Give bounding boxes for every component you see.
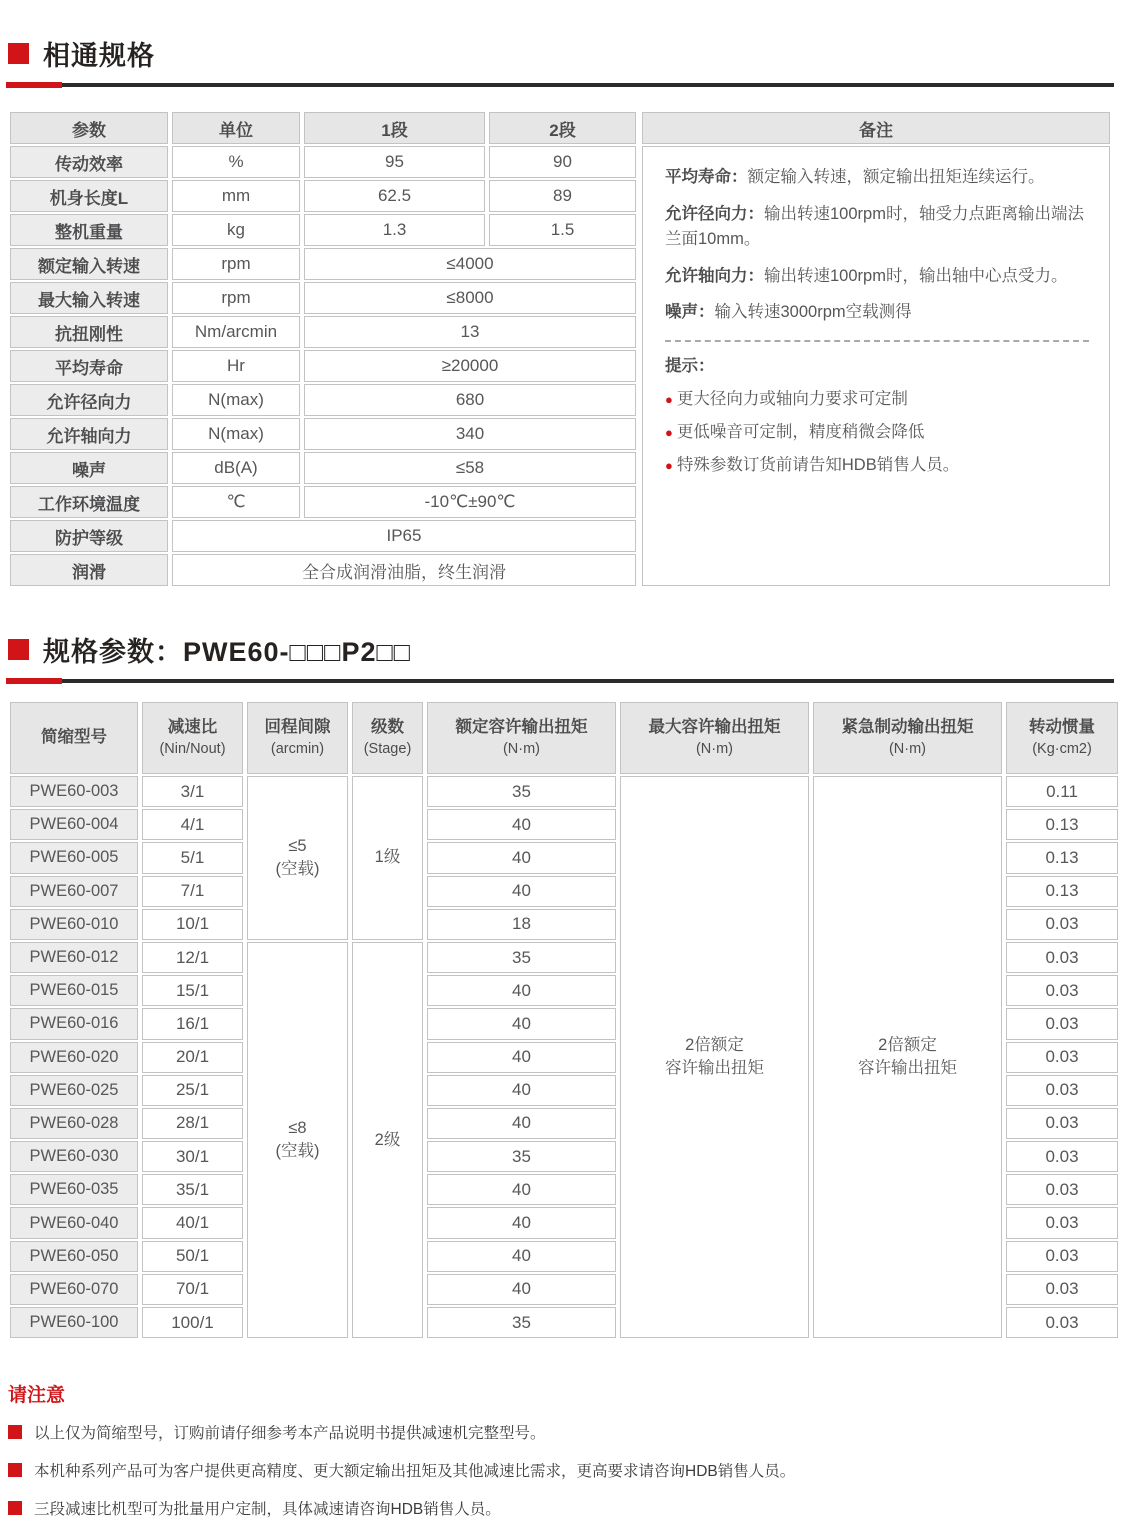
spec-unit-cell: N(max) xyxy=(172,384,300,416)
underline-dark-segment xyxy=(62,83,1114,87)
model-cell: PWE60-007 xyxy=(10,876,138,907)
inertia-cell: 0.03 xyxy=(1006,1042,1118,1073)
spec-value-cell: -10℃±90℃ xyxy=(304,486,636,518)
ratio-cell: 70/1 xyxy=(142,1274,243,1305)
brake-torque-line: 2倍额定 xyxy=(878,1036,937,1054)
spec-param-cell: 允许轴向力 xyxy=(10,418,168,450)
spec-param-cell: 工作环境温度 xyxy=(10,486,168,518)
rated-torque-cell: 40 xyxy=(427,1207,616,1238)
column-header xyxy=(813,702,1002,774)
common-spec-area xyxy=(6,110,1114,588)
model-row xyxy=(10,776,1118,807)
brake-torque-line: 容许输出扭矩 xyxy=(858,1059,957,1078)
spec-param-cell: 额定输入转速 xyxy=(10,248,168,280)
column-header-line1: 最大容许输出扭矩 xyxy=(648,718,781,737)
column-header-param: 参数 xyxy=(10,112,168,144)
inertia-cell: 0.13 xyxy=(1006,876,1118,907)
max-torque-line: 2倍额定 xyxy=(685,1036,744,1054)
spec-unit-cell: N(max) xyxy=(172,418,300,450)
spec-unit-cell: mm xyxy=(172,180,300,212)
spec-unit-cell: dB(A) xyxy=(172,452,300,484)
inertia-cell: 0.03 xyxy=(1006,975,1118,1006)
spec-value-cell: 340 xyxy=(304,418,636,450)
table-header-row xyxy=(10,702,1118,774)
spec-value-cell: ≤58 xyxy=(304,452,636,484)
column-header-line1: 简缩型号 xyxy=(41,728,107,747)
spec-row xyxy=(10,214,636,246)
spec-unit-cell: rpm xyxy=(172,282,300,314)
spec-param-cell: 允许径向力 xyxy=(10,384,168,416)
common-spec-table xyxy=(6,110,640,588)
spec-value-cell: ≥20000 xyxy=(304,350,636,382)
model-cell: PWE60-015 xyxy=(10,975,138,1006)
spec-param-cell: 抗扭刚性 xyxy=(10,316,168,348)
spec-param-cell: 传动效率 xyxy=(10,146,168,178)
spec-unit-cell: kg xyxy=(172,214,300,246)
column-header-line1: 额定容许输出扭矩 xyxy=(455,718,588,737)
note-item-label: 平均寿命： xyxy=(665,168,748,186)
column-header-stage1: 1段 xyxy=(304,112,485,144)
spec-value-cell: ≤4000 xyxy=(304,248,636,280)
spec-row xyxy=(10,350,636,382)
section1-header xyxy=(8,34,1114,73)
model-cell: PWE60-016 xyxy=(10,1008,138,1039)
spec-param-cell: 噪声 xyxy=(10,452,168,484)
model-cell: PWE60-005 xyxy=(10,842,138,873)
spec-row xyxy=(10,316,636,348)
column-header-line2: (arcmin) xyxy=(270,740,325,757)
rated-torque-cell: 35 xyxy=(427,1307,616,1338)
column-header-line1: 回程间隙 xyxy=(264,718,331,737)
model-cell: PWE60-004 xyxy=(10,809,138,840)
section-bullet-icon xyxy=(8,43,29,64)
brake-torque-cell xyxy=(813,776,1002,1338)
model-cell: PWE60-030 xyxy=(10,1141,138,1172)
section2-header xyxy=(8,630,1114,669)
column-header-line1: 级数 xyxy=(371,718,404,737)
rated-torque-cell: 35 xyxy=(427,1141,616,1172)
note-item: 平均寿命：额定输入转速，额定输出扭矩连续运行。 xyxy=(665,168,1045,186)
model-cell: PWE60-010 xyxy=(10,909,138,940)
column-header-line2: (N·m) xyxy=(695,740,734,757)
tip-item: ● 更大径向力或轴向力要求可定制 xyxy=(665,387,1089,413)
ratio-cell: 3/1 xyxy=(142,776,243,807)
ratio-cell: 16/1 xyxy=(142,1008,243,1039)
notes-header: 备注 xyxy=(642,112,1110,144)
spec-param-cell: 机身长度L xyxy=(10,180,168,212)
spec-value-cell: 90 xyxy=(489,146,636,178)
ratio-cell: 7/1 xyxy=(142,876,243,907)
inertia-cell: 0.03 xyxy=(1006,1075,1118,1106)
bullet-icon: ● xyxy=(665,424,673,440)
spec-row xyxy=(10,452,636,484)
note-item-label: 允许径向力： xyxy=(665,204,764,223)
ratio-cell: 4/1 xyxy=(142,809,243,840)
footer-note-item: 本机种系列产品可为客户提供更高精度、更大额定输出扭矩及其他减速比需求，更高要求请咨询HDB销售人员。 xyxy=(8,1459,1114,1481)
column-header-line2: (N·m) xyxy=(502,740,541,757)
column-header xyxy=(247,702,348,774)
rated-torque-cell: 40 xyxy=(427,1174,616,1205)
spec-value-cell: ≤8000 xyxy=(304,282,636,314)
spec-unit-cell: ℃ xyxy=(172,486,300,518)
section-bullet-icon xyxy=(8,639,29,660)
rated-torque-cell: 40 xyxy=(427,809,616,840)
column-header xyxy=(142,702,243,774)
model-cell: PWE60-003 xyxy=(10,776,138,807)
ratio-cell: 30/1 xyxy=(142,1141,243,1172)
spec-value-cell: 13 xyxy=(304,316,636,348)
ratio-cell: 10/1 xyxy=(142,909,243,940)
column-header-line1: 减速比 xyxy=(167,718,218,737)
spec-row xyxy=(10,486,636,518)
underline-red-segment xyxy=(6,82,62,88)
rated-torque-cell: 35 xyxy=(427,942,616,973)
red-square-icon xyxy=(8,1463,22,1477)
spec-value-cell: 680 xyxy=(304,384,636,416)
spec-row xyxy=(10,248,636,280)
footer-note-item: 以上仅为简缩型号，订购前请仔细参考本产品说明书提供减速机完整型号。 xyxy=(8,1421,1114,1443)
bullet-icon: ● xyxy=(665,457,673,473)
model-cell: PWE60-050 xyxy=(10,1241,138,1272)
underline-red-segment xyxy=(6,678,62,684)
ratio-cell: 15/1 xyxy=(142,975,243,1006)
footer-notes xyxy=(8,1380,1114,1519)
inertia-cell: 0.03 xyxy=(1006,1108,1118,1139)
table-header-row xyxy=(10,112,636,144)
note-item-label: 允许轴向力： xyxy=(665,266,764,285)
model-cell: PWE60-040 xyxy=(10,1207,138,1238)
tip-item: ● 更低噪音可定制，精度稍微会降低 xyxy=(665,420,1089,446)
spec-param-cell: 防护等级 xyxy=(10,520,168,552)
column-header-line1: 转动惯量 xyxy=(1029,718,1095,737)
spec-param-cell: 平均寿命 xyxy=(10,350,168,382)
rated-torque-cell: 40 xyxy=(427,1008,616,1039)
backlash-value: ≤8 xyxy=(288,1118,307,1137)
note-item: 允许径向力：输出转速100rpm时，轴受力点距离输出端法兰面10mm。 xyxy=(665,204,1084,249)
spec-unit-cell: Nm/arcmin xyxy=(172,316,300,348)
ratio-cell: 5/1 xyxy=(142,842,243,873)
rated-torque-cell: 18 xyxy=(427,909,616,940)
ratio-cell: 50/1 xyxy=(142,1241,243,1272)
spec-unit-cell: Hr xyxy=(172,350,300,382)
column-header xyxy=(352,702,423,774)
inertia-cell: 0.03 xyxy=(1006,1174,1118,1205)
red-square-icon xyxy=(8,1501,22,1515)
backlash-note: (空载) xyxy=(275,859,320,878)
column-header xyxy=(620,702,809,774)
rated-torque-cell: 40 xyxy=(427,1075,616,1106)
backlash-cell xyxy=(247,776,348,940)
column-header xyxy=(427,702,616,774)
spec-row xyxy=(10,418,636,450)
backlash-cell xyxy=(247,942,348,1338)
inertia-cell: 0.13 xyxy=(1006,809,1118,840)
spec-param-cell: 润滑 xyxy=(10,554,168,586)
note-item-label: 噪声： xyxy=(665,303,715,322)
inertia-cell: 0.03 xyxy=(1006,1141,1118,1172)
rated-torque-cell: 40 xyxy=(427,842,616,873)
section2-title: 规格参数：PWE60-□□□P2□□ xyxy=(43,637,412,667)
max-torque-line: 容许输出扭矩 xyxy=(665,1059,764,1078)
model-cell: PWE60-028 xyxy=(10,1108,138,1139)
stage-cell: 1级 xyxy=(352,776,423,940)
spec-value-cell: 1.3 xyxy=(304,214,485,246)
inertia-cell: 0.03 xyxy=(1006,1207,1118,1238)
spec-param-cell: 最大输入转速 xyxy=(10,282,168,314)
spec-value-cell: 62.5 xyxy=(304,180,485,212)
tips-title: 提示： xyxy=(665,356,715,375)
underline-dark-segment xyxy=(62,679,1114,683)
note-item: 允许轴向力：输出转速100rpm时，输出轴中心点受力。 xyxy=(665,266,1068,285)
column-header-unit: 单位 xyxy=(172,112,300,144)
backlash-note: (空载) xyxy=(275,1142,320,1161)
model-cell: PWE60-035 xyxy=(10,1174,138,1205)
model-cell: PWE60-070 xyxy=(10,1274,138,1305)
footer-note-item: 三段减速比机型可为批量用户定制，具体减速请咨询HDB销售人员。 xyxy=(8,1497,1114,1519)
model-cell: PWE60-020 xyxy=(10,1042,138,1073)
backlash-value: ≤5 xyxy=(288,836,307,855)
spec-row xyxy=(10,146,636,178)
rated-torque-cell: 40 xyxy=(427,1274,616,1305)
dashed-divider xyxy=(665,340,1089,342)
spec-row xyxy=(10,520,636,552)
column-header-line2: (N·m) xyxy=(888,740,927,757)
section2-underline xyxy=(6,677,1114,684)
spec-row xyxy=(10,180,636,212)
inertia-cell: 0.03 xyxy=(1006,1307,1118,1338)
column-header xyxy=(10,702,138,774)
ratio-cell: 28/1 xyxy=(142,1108,243,1139)
ratio-cell: 25/1 xyxy=(142,1075,243,1106)
spec-row xyxy=(10,554,636,586)
spec-value-cell: 89 xyxy=(489,180,636,212)
spec-value-cell: IP65 xyxy=(172,520,636,552)
column-header-line2: (Stage) xyxy=(363,740,412,757)
inertia-cell: 0.11 xyxy=(1006,776,1118,807)
rated-torque-cell: 40 xyxy=(427,1241,616,1272)
spec-row xyxy=(10,384,636,416)
bullet-icon: ● xyxy=(665,392,673,408)
column-header xyxy=(1006,702,1118,774)
footer-items xyxy=(8,1421,1114,1519)
column-header-line2: (Nin/Nout) xyxy=(159,740,226,757)
column-header-line2: (Kg·cm2) xyxy=(1032,740,1092,757)
inertia-cell: 0.03 xyxy=(1006,1008,1118,1039)
rated-torque-cell: 40 xyxy=(427,975,616,1006)
model-cell: PWE60-100 xyxy=(10,1307,138,1338)
spec-value-cell: 1.5 xyxy=(489,214,636,246)
spec-value-cell: 95 xyxy=(304,146,485,178)
notes-panel xyxy=(642,112,1110,586)
inertia-cell: 0.13 xyxy=(1006,842,1118,873)
model-cell: PWE60-012 xyxy=(10,942,138,973)
rated-torque-cell: 40 xyxy=(427,1108,616,1139)
ratio-cell: 40/1 xyxy=(142,1207,243,1238)
column-header-line1: 紧急制动输出扭矩 xyxy=(841,718,974,737)
section1-title: 相通规格 xyxy=(43,41,155,71)
model-cell: PWE60-025 xyxy=(10,1075,138,1106)
stage-cell: 2级 xyxy=(352,942,423,1338)
rated-torque-cell: 40 xyxy=(427,876,616,907)
tip-item: ● 特殊参数订货前请告知HDB销售人员。 xyxy=(665,453,1089,479)
ratio-cell: 100/1 xyxy=(142,1307,243,1338)
model-spec-table xyxy=(6,700,1122,1340)
inertia-cell: 0.03 xyxy=(1006,942,1118,973)
column-header-stage2: 2段 xyxy=(489,112,636,144)
section1-underline xyxy=(6,81,1114,88)
ratio-cell: 12/1 xyxy=(142,942,243,973)
ratio-cell: 35/1 xyxy=(142,1174,243,1205)
notes-body xyxy=(642,146,1110,586)
spec-unit-cell: rpm xyxy=(172,248,300,280)
red-square-icon xyxy=(8,1425,22,1439)
spec-param-cell: 整机重量 xyxy=(10,214,168,246)
spec-unit-cell: % xyxy=(172,146,300,178)
inertia-cell: 0.03 xyxy=(1006,1274,1118,1305)
inertia-cell: 0.03 xyxy=(1006,1241,1118,1272)
rated-torque-cell: 40 xyxy=(427,1042,616,1073)
note-item: 噪声：输入转速3000rpm空载测得 xyxy=(665,303,912,322)
spec-row xyxy=(10,282,636,314)
inertia-cell: 0.03 xyxy=(1006,909,1118,940)
max-torque-cell xyxy=(620,776,809,1338)
rated-torque-cell: 35 xyxy=(427,776,616,807)
footer-title: 请注意 xyxy=(8,1385,66,1407)
ratio-cell: 20/1 xyxy=(142,1042,243,1073)
spec-value-cell: 全合成润滑油脂，终生润滑 xyxy=(172,554,636,586)
